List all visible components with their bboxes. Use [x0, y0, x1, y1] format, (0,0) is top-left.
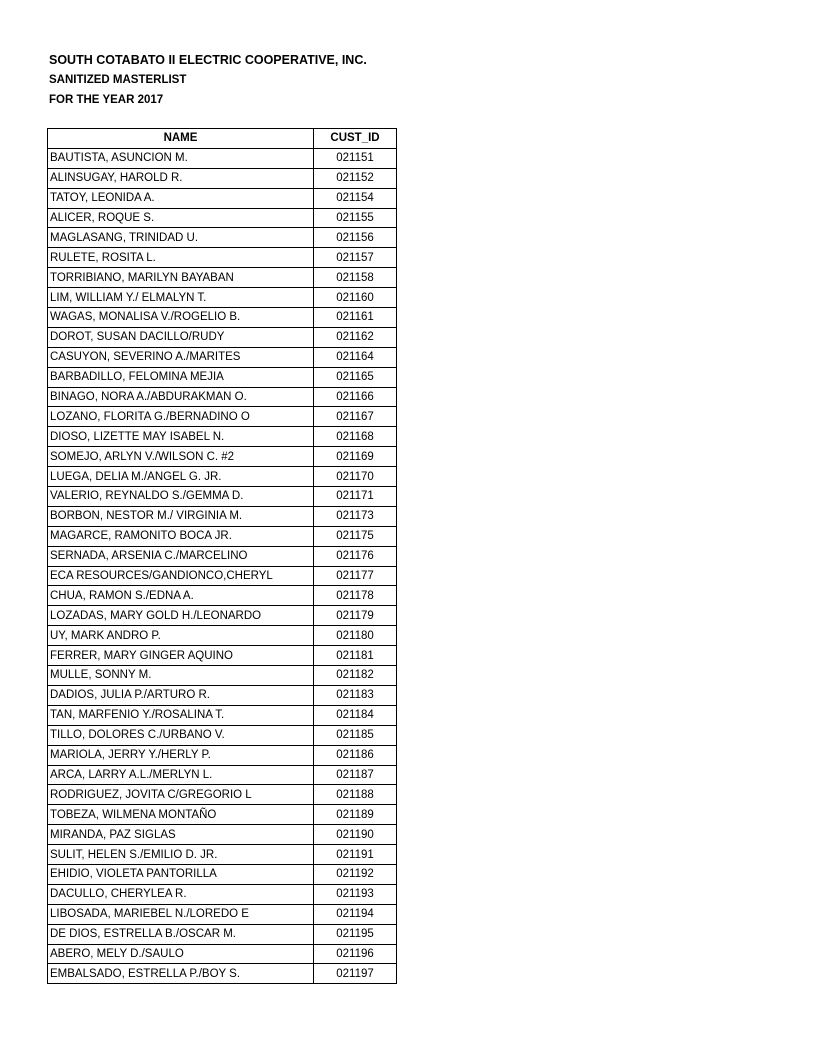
- table-row: [48, 308, 397, 328]
- table-row: [48, 487, 397, 507]
- table-row: [48, 845, 397, 865]
- customer-id-cell: 021175: [314, 526, 397, 546]
- customer-id-cell: 021165: [314, 367, 397, 387]
- customer-id-cell: 021181: [314, 646, 397, 666]
- table-row: [48, 586, 397, 606]
- table-row: [48, 248, 397, 268]
- customer-name-cell: ARCA, LARRY A.L./MERLYN L.: [48, 765, 314, 785]
- customer-id-cell: 021197: [314, 964, 397, 984]
- customer-id-cell: 021162: [314, 327, 397, 347]
- customer-name-cell: RULETE, ROSITA L.: [48, 248, 314, 268]
- customer-id-cell: 021154: [314, 188, 397, 208]
- table-row: [48, 387, 397, 407]
- table-row: [48, 606, 397, 626]
- customer-id-cell: 021183: [314, 685, 397, 705]
- customer-id-cell: 021168: [314, 427, 397, 447]
- table-row: [48, 546, 397, 566]
- customer-id-cell: 021160: [314, 288, 397, 308]
- table-row: [48, 506, 397, 526]
- customer-id-cell: 021157: [314, 248, 397, 268]
- table-row: [48, 367, 397, 387]
- table-row: [48, 168, 397, 188]
- table-row: [48, 228, 397, 248]
- customer-name-cell: ECA RESOURCES/GANDIONCO,CHERYL: [48, 566, 314, 586]
- customer-name-cell: LUEGA, DELIA M./ANGEL G. JR.: [48, 467, 314, 487]
- customer-id-cell: 021195: [314, 924, 397, 944]
- table-row: [48, 447, 397, 467]
- customer-name-cell: ALINSUGAY, HAROLD R.: [48, 168, 314, 188]
- table-row: [48, 148, 397, 168]
- company-title: SOUTH COTABATO II ELECTRIC COOPERATIVE, INC.: [49, 53, 367, 67]
- customer-id-cell: 021173: [314, 506, 397, 526]
- customer-id-cell: 021192: [314, 864, 397, 884]
- customer-id-cell: 021167: [314, 407, 397, 427]
- customer-id-cell: 021184: [314, 705, 397, 725]
- table-row: [48, 666, 397, 686]
- table-row: [48, 427, 397, 447]
- table-header-row: [48, 129, 397, 149]
- customer-name-cell: MULLE, SONNY M.: [48, 666, 314, 686]
- table-body: [48, 148, 397, 983]
- customer-id-cell: 021151: [314, 148, 397, 168]
- table-row: [48, 288, 397, 308]
- customer-name-cell: MAGARCE, RAMONITO BOCA JR.: [48, 526, 314, 546]
- customer-name-cell: UY, MARK ANDRO P.: [48, 626, 314, 646]
- table-row: [48, 964, 397, 984]
- customer-name-cell: WAGAS, MONALISA V./ROGELIO B.: [48, 308, 314, 328]
- table-row: [48, 566, 397, 586]
- document-subtitle: SANITIZED MASTERLIST: [49, 74, 187, 86]
- customer-id-cell: 021166: [314, 387, 397, 407]
- table-row: [48, 745, 397, 765]
- customer-name-cell: SOMEJO, ARLYN V./WILSON C. #2: [48, 447, 314, 467]
- table-row: [48, 924, 397, 944]
- customer-name-cell: TILLO, DOLORES C./URBANO V.: [48, 725, 314, 745]
- customer-name-cell: MARIOLA, JERRY Y./HERLY P.: [48, 745, 314, 765]
- column-header-cust-id: CUST_ID: [314, 129, 397, 149]
- customer-name-cell: EMBALSADO, ESTRELLA P./BOY S.: [48, 964, 314, 984]
- customer-name-cell: BAUTISTA, ASUNCION M.: [48, 148, 314, 168]
- table-row: [48, 825, 397, 845]
- customer-name-cell: DACULLO, CHERYLEA R.: [48, 884, 314, 904]
- table-row: [48, 705, 397, 725]
- customer-id-cell: 021170: [314, 467, 397, 487]
- table-row: [48, 327, 397, 347]
- customer-name-cell: TATOY, LEONIDA A.: [48, 188, 314, 208]
- table-row: [48, 646, 397, 666]
- customer-name-cell: DADIOS, JULIA P./ARTURO R.: [48, 685, 314, 705]
- customer-id-cell: 021187: [314, 765, 397, 785]
- customer-name-cell: LOZANO, FLORITA G./BERNADINO O: [48, 407, 314, 427]
- masterlist-table: [47, 128, 397, 984]
- customer-id-cell: 021194: [314, 904, 397, 924]
- customer-name-cell: ABERO, MELY D./SAULO: [48, 944, 314, 964]
- customer-name-cell: ALICER, ROQUE S.: [48, 208, 314, 228]
- table-row: [48, 864, 397, 884]
- customer-name-cell: DOROT, SUSAN DACILLO/RUDY: [48, 327, 314, 347]
- table-row: [48, 805, 397, 825]
- customer-id-cell: 021152: [314, 168, 397, 188]
- customer-id-cell: 021178: [314, 586, 397, 606]
- table-row: [48, 785, 397, 805]
- customer-id-cell: 021161: [314, 308, 397, 328]
- table-row: [48, 347, 397, 367]
- customer-id-cell: 021177: [314, 566, 397, 586]
- table-row: [48, 904, 397, 924]
- table-row: [48, 626, 397, 646]
- customer-id-cell: 021158: [314, 268, 397, 288]
- customer-id-cell: 021188: [314, 785, 397, 805]
- customer-name-cell: SULIT, HELEN S./EMILIO D. JR.: [48, 845, 314, 865]
- customer-name-cell: VALERIO, REYNALDO S./GEMMA D.: [48, 487, 314, 507]
- customer-id-cell: 021169: [314, 447, 397, 467]
- customer-name-cell: TAN, MARFENIO Y./ROSALINA T.: [48, 705, 314, 725]
- customer-name-cell: DE DIOS, ESTRELLA B./OSCAR M.: [48, 924, 314, 944]
- customer-name-cell: DIOSO, LIZETTE MAY ISABEL N.: [48, 427, 314, 447]
- customer-name-cell: BORBON, NESTOR M./ VIRGINIA M.: [48, 506, 314, 526]
- customer-id-cell: 021164: [314, 347, 397, 367]
- customer-name-cell: SERNADA, ARSENIA C./MARCELINO: [48, 546, 314, 566]
- customer-id-cell: 021189: [314, 805, 397, 825]
- customer-name-cell: CASUYON, SEVERINO A./MARITES: [48, 347, 314, 367]
- customer-name-cell: MAGLASANG, TRINIDAD U.: [48, 228, 314, 248]
- customer-name-cell: MIRANDA, PAZ SIGLAS: [48, 825, 314, 845]
- customer-id-cell: 021196: [314, 944, 397, 964]
- table-row: [48, 188, 397, 208]
- customer-name-cell: LOZADAS, MARY GOLD H./LEONARDO: [48, 606, 314, 626]
- customer-id-cell: 021185: [314, 725, 397, 745]
- document-header: [49, 50, 367, 110]
- customer-id-cell: 021155: [314, 208, 397, 228]
- customer-id-cell: 021156: [314, 228, 397, 248]
- customer-id-cell: 021179: [314, 606, 397, 626]
- customer-name-cell: RODRIGUEZ, JOVITA C/GREGORIO L: [48, 785, 314, 805]
- customer-name-cell: LIM, WILLIAM Y./ ELMALYN T.: [48, 288, 314, 308]
- table-row: [48, 407, 397, 427]
- customer-id-cell: 021191: [314, 845, 397, 865]
- customer-name-cell: LIBOSADA, MARIEBEL N./LOREDO E: [48, 904, 314, 924]
- customer-id-cell: 021180: [314, 626, 397, 646]
- customer-id-cell: 021176: [314, 546, 397, 566]
- table-row: [48, 268, 397, 288]
- customer-name-cell: BARBADILLO, FELOMINA MEJIA: [48, 367, 314, 387]
- table-row: [48, 765, 397, 785]
- customer-name-cell: CHUA, RAMON S./EDNA A.: [48, 586, 314, 606]
- customer-name-cell: FERRER, MARY GINGER AQUINO: [48, 646, 314, 666]
- table-row: [48, 884, 397, 904]
- table-row: [48, 526, 397, 546]
- table-row: [48, 944, 397, 964]
- customer-name-cell: TORRIBIANO, MARILYN BAYABAN: [48, 268, 314, 288]
- customer-id-cell: 021190: [314, 825, 397, 845]
- table-row: [48, 725, 397, 745]
- customer-id-cell: 021182: [314, 666, 397, 686]
- column-header-name: NAME: [48, 129, 314, 149]
- customer-name-cell: BINAGO, NORA A./ABDURAKMAN O.: [48, 387, 314, 407]
- customer-id-cell: 021186: [314, 745, 397, 765]
- document-year: FOR THE YEAR 2017: [49, 94, 164, 106]
- customer-id-cell: 021171: [314, 487, 397, 507]
- table-row: [48, 208, 397, 228]
- customer-name-cell: TOBEZA, WILMENA MONTAÑO: [48, 805, 314, 825]
- customer-id-cell: 021193: [314, 884, 397, 904]
- customer-name-cell: EHIDIO, VIOLETA PANTORILLA: [48, 864, 314, 884]
- table-row: [48, 467, 397, 487]
- table-row: [48, 685, 397, 705]
